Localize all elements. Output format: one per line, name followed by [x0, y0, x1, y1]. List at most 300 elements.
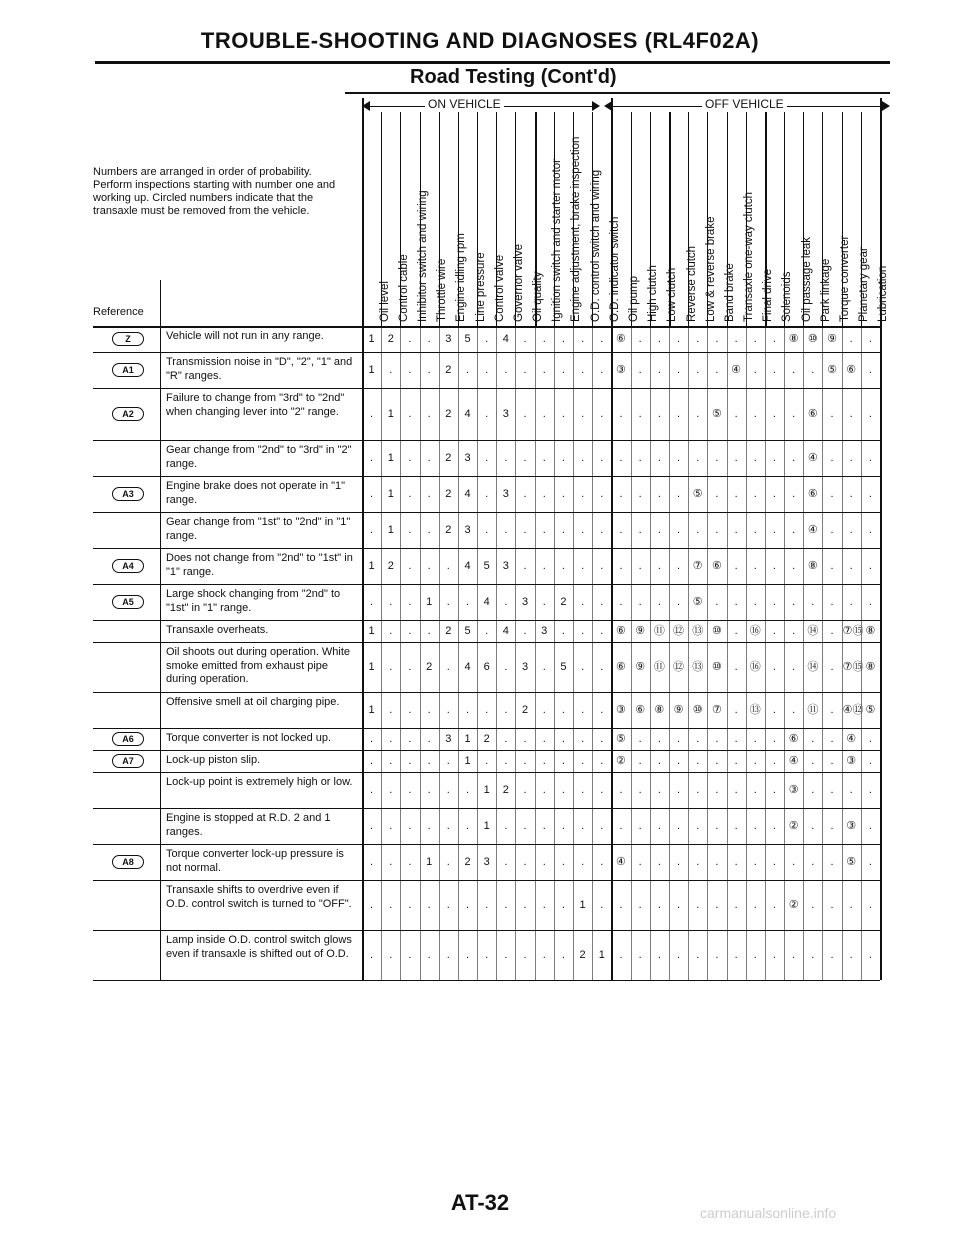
probability-cell: .: [408, 596, 412, 608]
probability-cell: .: [868, 755, 872, 767]
probability-cell: 1: [483, 784, 490, 796]
probability-cell: .: [715, 333, 719, 345]
probability-cell: .: [561, 949, 565, 961]
probability-cell: ⑪: [653, 625, 665, 637]
probability-cell: ⑦⑮: [842, 625, 864, 637]
probability-cell: ④: [731, 364, 742, 376]
reference-divider: [160, 280, 161, 326]
probability-cell: .: [485, 408, 489, 420]
probability-cell: 3: [502, 408, 509, 420]
probability-cell: .: [638, 488, 642, 500]
probability-cell: .: [753, 452, 757, 464]
probability-cell: .: [408, 784, 412, 796]
probability-cell: .: [523, 755, 527, 767]
column-header: Oil passage leak: [800, 236, 813, 322]
probability-cell: .: [370, 452, 374, 464]
probability-cell: .: [446, 949, 450, 961]
probability-cell: .: [370, 524, 374, 536]
column-divider: [727, 112, 728, 326]
probability-cell: ⑨: [827, 333, 837, 345]
probability-cell: .: [427, 625, 431, 637]
probability-cell: .: [619, 784, 623, 796]
probability-cell: .: [677, 949, 681, 961]
probability-cell: .: [657, 524, 661, 536]
column-divider: [765, 112, 767, 326]
probability-cell: ④: [616, 856, 626, 868]
column-divider: [400, 326, 401, 980]
probability-cell: .: [753, 408, 757, 420]
probability-cell: .: [542, 704, 546, 716]
column-divider: [477, 326, 478, 980]
probability-cell: .: [427, 488, 431, 500]
column-divider: [803, 326, 804, 980]
column-divider: [822, 326, 823, 980]
column-header: Oil quality: [532, 271, 545, 322]
probability-cell: .: [485, 488, 489, 500]
probability-cell: .: [753, 333, 757, 345]
probability-cell: .: [753, 733, 757, 745]
probability-cell: .: [389, 704, 393, 716]
probability-cell: .: [792, 661, 796, 673]
probability-cell: .: [581, 625, 585, 637]
probability-cell: .: [772, 452, 776, 464]
page-title: TROUBLE-SHOOTING AND DIAGNOSES (RL4F02A): [200, 28, 760, 53]
column-divider: [650, 326, 651, 980]
probability-cell: .: [427, 560, 431, 572]
probability-cell: .: [542, 452, 546, 464]
probability-cell: .: [677, 488, 681, 500]
probability-cell: ⑬: [692, 625, 704, 637]
probability-cell: 2: [387, 333, 394, 345]
probability-cell: ⑨: [673, 704, 684, 716]
probability-cell: ⑭: [807, 625, 819, 637]
probability-cell: 1: [426, 856, 433, 868]
probability-cell: .: [753, 560, 757, 572]
symptom-description: Gear change from "1st" to "2nd" in "1" range.: [166, 516, 351, 542]
probability-cell: .: [657, 333, 661, 345]
probability-cell: ②: [788, 820, 799, 832]
probability-cell: .: [868, 364, 872, 376]
probability-cell: 1: [368, 333, 375, 345]
probability-cell: .: [619, 949, 623, 961]
probability-cell: .: [561, 784, 565, 796]
column-divider: [861, 326, 862, 980]
probability-cell: .: [638, 596, 642, 608]
probability-cell: .: [753, 820, 757, 832]
probability-cell: ⑧: [865, 661, 876, 673]
probability-cell: ②: [616, 755, 626, 767]
probability-cell: .: [696, 452, 700, 464]
probability-cell: .: [677, 364, 681, 376]
column-divider: [707, 326, 708, 980]
probability-cell: .: [427, 452, 431, 464]
probability-cell: .: [657, 560, 661, 572]
row-divider: [93, 620, 880, 621]
column-divider: [420, 326, 421, 980]
probability-cell: .: [408, 704, 412, 716]
probability-cell: .: [619, 596, 623, 608]
probability-cell: .: [753, 596, 757, 608]
probability-cell: .: [792, 524, 796, 536]
probability-cell: .: [696, 755, 700, 767]
probability-cell: .: [427, 784, 431, 796]
probability-cell: 2: [445, 524, 452, 536]
probability-cell: ⑦⑮: [842, 661, 864, 673]
probability-cell: .: [485, 625, 489, 637]
probability-cell: .: [638, 408, 642, 420]
probability-cell: .: [408, 733, 412, 745]
probability-cell: .: [792, 704, 796, 716]
probability-cell: .: [408, 661, 412, 673]
probability-cell: 1: [426, 596, 433, 608]
column-divider: [515, 112, 516, 326]
probability-cell: .: [408, 625, 412, 637]
probability-cell: .: [504, 899, 508, 911]
probability-cell: .: [715, 524, 719, 536]
probability-cell: .: [581, 452, 585, 464]
probability-cell: ②: [788, 899, 799, 911]
probability-cell: 6: [483, 661, 490, 673]
probability-cell: .: [542, 661, 546, 673]
probability-cell: .: [696, 333, 700, 345]
probability-cell: .: [849, 899, 853, 911]
probability-cell: .: [523, 949, 527, 961]
probability-cell: 4: [502, 625, 509, 637]
probability-cell: .: [811, 596, 815, 608]
probability-cell: ⑧: [788, 333, 799, 345]
row-divider: [93, 548, 880, 549]
column-divider: [554, 112, 555, 326]
probability-cell: .: [772, 949, 776, 961]
probability-cell: .: [638, 784, 642, 796]
probability-cell: .: [868, 820, 872, 832]
symptom-description: Torque converter lock-up pressure is not normal.: [166, 848, 344, 874]
probability-cell: .: [370, 856, 374, 868]
probability-cell: .: [542, 488, 546, 500]
probability-cell: .: [677, 560, 681, 572]
column-divider: [535, 326, 536, 980]
probability-cell: .: [811, 784, 815, 796]
probability-cell: .: [542, 364, 546, 376]
column-divider: [880, 98, 882, 326]
probability-cell: ⑤: [865, 704, 876, 716]
probability-cell: ⑫: [673, 661, 685, 673]
probability-cell: ⑥: [616, 661, 626, 673]
probability-cell: .: [504, 364, 508, 376]
probability-cell: 3: [445, 333, 452, 345]
probability-cell: .: [772, 364, 776, 376]
probability-cell: .: [523, 625, 527, 637]
probability-cell: .: [427, 755, 431, 767]
probability-cell: .: [523, 856, 527, 868]
probability-cell: .: [581, 704, 585, 716]
probability-cell: .: [446, 661, 450, 673]
probability-cell: .: [772, 820, 776, 832]
probability-cell: .: [830, 755, 834, 767]
probability-cell: .: [581, 333, 585, 345]
probability-cell: 2: [445, 488, 452, 500]
probability-cell: .: [638, 755, 642, 767]
probability-cell: .: [427, 333, 431, 345]
column-header: Throttle wire: [436, 258, 449, 322]
probability-cell: .: [792, 596, 796, 608]
row-divider: [93, 476, 880, 477]
probability-cell: .: [370, 784, 374, 796]
probability-cell: .: [542, 755, 546, 767]
probability-cell: .: [523, 364, 527, 376]
probability-cell: .: [600, 733, 604, 745]
probability-cell: .: [715, 596, 719, 608]
probability-cell: .: [523, 452, 527, 464]
probability-cell: .: [542, 784, 546, 796]
column-divider: [688, 112, 689, 326]
column-divider: [784, 326, 785, 980]
probability-cell: .: [504, 524, 508, 536]
column-header: Low & reverse brake: [704, 216, 717, 322]
probability-cell: .: [485, 899, 489, 911]
probability-cell: .: [465, 784, 470, 796]
column-divider: [861, 112, 862, 326]
probability-cell: .: [677, 452, 681, 464]
column-divider: [746, 326, 747, 980]
probability-cell: .: [408, 524, 412, 536]
column-divider: [573, 112, 574, 326]
probability-cell: 1: [387, 452, 394, 464]
probability-cell: .: [657, 364, 661, 376]
probability-cell: .: [542, 524, 546, 536]
probability-cell: ⑬: [692, 661, 704, 673]
probability-cell: ⑩: [711, 625, 722, 637]
probability-cell: .: [811, 899, 815, 911]
probability-cell: 2: [560, 596, 567, 608]
probability-cell: .: [619, 524, 623, 536]
probability-cell: .: [868, 856, 872, 868]
probability-cell: .: [485, 333, 489, 345]
probability-cell: .: [734, 949, 738, 961]
column-divider: [611, 98, 613, 326]
probability-cell: .: [830, 704, 834, 716]
row-divider: [93, 728, 880, 729]
probability-cell: .: [600, 408, 604, 420]
probability-cell: .: [753, 755, 757, 767]
row-divider: [93, 642, 880, 643]
probability-cell: .: [523, 820, 527, 832]
probability-cell: 2: [483, 733, 490, 745]
probability-cell: .: [581, 784, 585, 796]
probability-cell: .: [370, 733, 374, 745]
probability-cell: .: [619, 560, 623, 572]
column-header: Low clutch: [666, 267, 679, 322]
probability-cell: 4: [464, 661, 471, 673]
probability-cell: 3: [541, 625, 548, 637]
column-divider: [631, 326, 632, 980]
probability-cell: .: [427, 408, 431, 420]
column-divider: [573, 326, 574, 980]
probability-cell: .: [696, 524, 700, 536]
probability-cell: ⑩: [807, 333, 818, 345]
probability-cell: .: [600, 899, 604, 911]
column-divider: [842, 326, 843, 980]
probability-cell: .: [772, 661, 776, 673]
column-header: Control valve: [493, 254, 506, 322]
probability-cell: 3: [464, 452, 471, 464]
probability-cell: .: [504, 661, 508, 673]
probability-cell: .: [792, 364, 796, 376]
probability-cell: .: [868, 524, 872, 536]
symptom-description: Transmission noise in "D", "2", "1" and "R" ranges.: [166, 356, 353, 382]
probability-cell: .: [370, 949, 374, 961]
column-divider: [554, 326, 555, 980]
probability-cell: 1: [387, 408, 394, 420]
column-header: Planetary gear: [858, 247, 871, 322]
column-divider: [784, 112, 785, 326]
probability-cell: .: [465, 596, 470, 608]
probability-cell: .: [561, 625, 565, 637]
probability-cell: .: [523, 733, 527, 745]
on-vehicle-label: ON VEHICLE: [425, 97, 504, 111]
intro-text: Numbers are arranged in order of probability. Perform inspections starting with number one and working up. Circled numbers indicate that the transaxle must be removed from the vehicle.: [93, 166, 336, 217]
symptom-description: Transaxle overheats.: [166, 624, 269, 636]
probability-cell: .: [504, 704, 508, 716]
symptom-description: Gear change from "2nd" to "3rd" in "2" range.: [166, 444, 352, 470]
probability-cell: ⑯: [749, 625, 761, 637]
probability-cell: .: [830, 733, 834, 745]
probability-cell: .: [427, 524, 431, 536]
row-divider: [93, 512, 880, 513]
probability-cell: .: [753, 899, 757, 911]
probability-cell: .: [523, 488, 527, 500]
row-divider: [93, 980, 880, 981]
probability-cell: .: [389, 949, 393, 961]
row-divider: [93, 930, 880, 931]
probability-cell: .: [657, 899, 661, 911]
probability-cell: .: [561, 452, 565, 464]
probability-cell: .: [389, 856, 393, 868]
probability-cell: .: [830, 560, 834, 572]
row-divider: [93, 844, 880, 845]
probability-cell: .: [753, 488, 757, 500]
probability-cell: .: [427, 733, 431, 745]
probability-cell: 3: [464, 524, 471, 536]
probability-cell: .: [734, 733, 738, 745]
probability-cell: .: [523, 524, 527, 536]
probability-cell: .: [446, 899, 450, 911]
probability-cell: .: [408, 755, 412, 767]
probability-cell: .: [772, 704, 776, 716]
probability-cell: .: [370, 596, 374, 608]
probability-cell: .: [772, 596, 776, 608]
probability-cell: 1: [368, 364, 375, 376]
header-bottom-rule: [93, 326, 880, 328]
page-number: AT-32: [450, 1190, 510, 1215]
probability-cell: .: [715, 856, 719, 868]
probability-cell: .: [581, 755, 585, 767]
probability-cell: 1: [368, 625, 375, 637]
probability-cell: .: [581, 820, 585, 832]
probability-cell: .: [581, 408, 585, 420]
column-divider: [803, 112, 804, 326]
probability-cell: ⑨: [635, 661, 646, 673]
probability-cell: .: [830, 949, 834, 961]
probability-cell: .: [868, 733, 872, 745]
probability-cell: .: [619, 820, 623, 832]
probability-cell: .: [523, 784, 527, 796]
probability-cell: .: [465, 820, 470, 832]
probability-cell: ⑫: [673, 625, 685, 637]
symptom-description: Torque converter is not locked up.: [166, 732, 332, 744]
column-divider: [362, 326, 364, 980]
probability-cell: 4: [464, 408, 471, 420]
probability-cell: 1: [483, 820, 490, 832]
section-subtitle: Road Testing (Cont'd): [410, 66, 617, 88]
probability-cell: .: [677, 755, 681, 767]
probability-cell: ⑬: [749, 704, 761, 716]
column-divider: [496, 112, 497, 326]
probability-cell: .: [753, 364, 757, 376]
probability-cell: .: [734, 596, 738, 608]
column-header: Lubrication: [877, 265, 890, 322]
reference-tag: A1: [112, 363, 144, 377]
probability-cell: .: [600, 820, 604, 832]
probability-cell: .: [696, 820, 700, 832]
probability-cell: .: [370, 488, 374, 500]
probability-cell: .: [600, 625, 604, 637]
probability-cell: .: [696, 408, 700, 420]
probability-cell: 2: [464, 856, 471, 868]
probability-cell: .: [772, 488, 776, 500]
probability-cell: .: [561, 333, 565, 345]
column-header: Engine idling rpm: [455, 233, 468, 322]
probability-cell: .: [734, 784, 738, 796]
column-header: High clutch: [647, 265, 660, 322]
probability-cell: .: [446, 560, 450, 572]
probability-cell: .: [753, 784, 757, 796]
probability-cell: .: [696, 364, 700, 376]
probability-cell: .: [868, 784, 872, 796]
probability-cell: .: [638, 733, 642, 745]
probability-cell: .: [677, 899, 681, 911]
probability-cell: .: [561, 755, 565, 767]
reference-tag: A2: [112, 407, 144, 421]
probability-cell: .: [772, 524, 776, 536]
probability-cell: .: [561, 733, 565, 745]
probability-cell: .: [581, 488, 585, 500]
probability-cell: .: [753, 949, 757, 961]
column-divider: [515, 326, 516, 980]
probability-cell: .: [465, 364, 470, 376]
probability-cell: 2: [445, 408, 452, 420]
probability-cell: .: [830, 899, 834, 911]
probability-cell: .: [465, 949, 470, 961]
column-divider: [611, 326, 613, 980]
symptom-description: Lamp inside O.D. control switch glows even if transaxle is shifted out of O.D.: [166, 934, 352, 960]
probability-cell: ⑥: [807, 488, 818, 500]
probability-cell: .: [696, 949, 700, 961]
probability-cell: .: [772, 333, 776, 345]
probability-cell: .: [542, 333, 546, 345]
probability-cell: .: [830, 625, 834, 637]
probability-cell: ③: [788, 784, 799, 796]
probability-cell: .: [600, 333, 604, 345]
probability-cell: .: [581, 856, 585, 868]
probability-cell: 1: [464, 755, 471, 767]
probability-cell: .: [600, 596, 604, 608]
probability-cell: ③: [846, 820, 857, 832]
probability-cell: .: [485, 524, 489, 536]
probability-cell: .: [638, 364, 642, 376]
probability-cell: .: [427, 949, 431, 961]
reference-tag: A3: [112, 487, 144, 501]
